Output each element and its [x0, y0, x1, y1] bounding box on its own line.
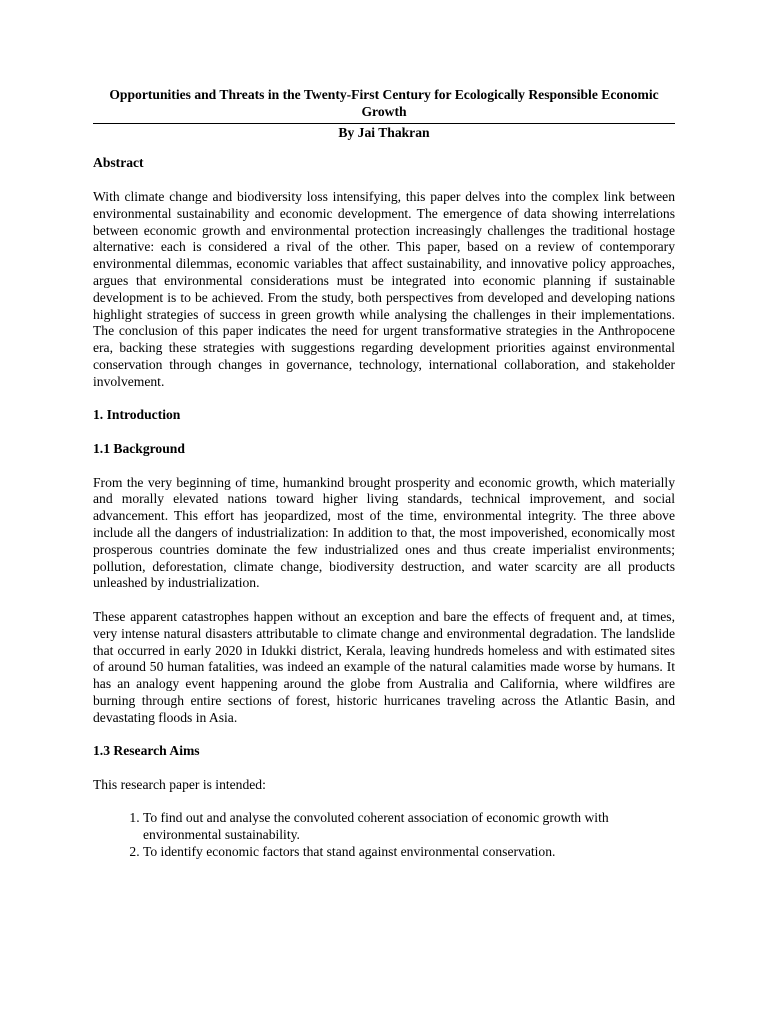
list-item: 1. To find out and analyse the convoluted coherent association of economic growth with environmental sustainability. — [143, 810, 675, 844]
background-paragraph-2: These apparent catastrophes happen without an exception and bare the effects of frequent and, at times, very intense natural disasters attributable to climate change and environmental degradation. The landslide that occurred in early 2020 in Idukki district, Kerala, leaving hundreds homeless and with estimated sites of around 50 human fatalities, was indeed an example of the natural calamities made worse by humans. It has an analogy event happening around the globe from Australia and California, where wildfires are burning through entire sections of forest, historic hurricanes traveling across the Atlantic Basin, and devastating floods in Asia. — [93, 608, 675, 725]
background-paragraph-1: From the very beginning of time, humankind brought prosperity and economic growth, which materially and morally elevated nations toward higher living standards, technical improvement, and social advancement. This effort has jeopardized, most of the time, environmental integrity. The three above include all the dangers of industrialization: In addition to that, the most impoverished, economically most prosperous countries dominate the few industrialized ones and thus create imperialist environments; pollution, deforestation, climate change, biodiversity destruction, and water scarcity are all products unleashed by industrialization. — [93, 474, 675, 591]
abstract-text: With climate change and biodiversity loss intensifying, this paper delves into the complex link between environmental sustainability and economic development. The emergence of data showing interrelations between economic growth and environmental protection increasingly challenges the traditional hostage alternative: each is considered a rival of the other. This paper, based on a review of contemporary environmental dilemmas, economic variables that affect sustainability, and innovative policy approaches, argues that environmental considerations must be integrated into economic planning if sustainable development is to be achieved. From the study, both perspectives from developed and developing nations highlight strategies of success in green growth while analysing the challenges in their implementations. The conclusion of this paper indicates the need for urgent transformative strategies in the Anthropocene era, backing these strategies with suggestions regarding development priorities against environmental conservation through changes in governance, technology, international collaboration, and stakeholder involvement. — [93, 188, 675, 389]
background-heading: 1.1 Background — [93, 440, 185, 456]
introduction-heading: 1. Introduction — [93, 407, 181, 423]
abstract-heading: Abstract — [93, 155, 144, 171]
research-aims-heading: 1.3 Research Aims — [93, 743, 200, 759]
author-line: By Jai Thakran — [338, 124, 430, 140]
research-aims-intro: This research paper is intended: — [93, 776, 266, 792]
paper-page — [93, 86, 675, 861]
list-item: 2. To identify economic factors that stand against environmental conservation. — [143, 844, 675, 861]
paper-title: Opportunities and Threats in the Twenty-First Century for Ecologically Responsible Economic Growth — [109, 87, 659, 119]
research-aims-list — [93, 810, 675, 860]
